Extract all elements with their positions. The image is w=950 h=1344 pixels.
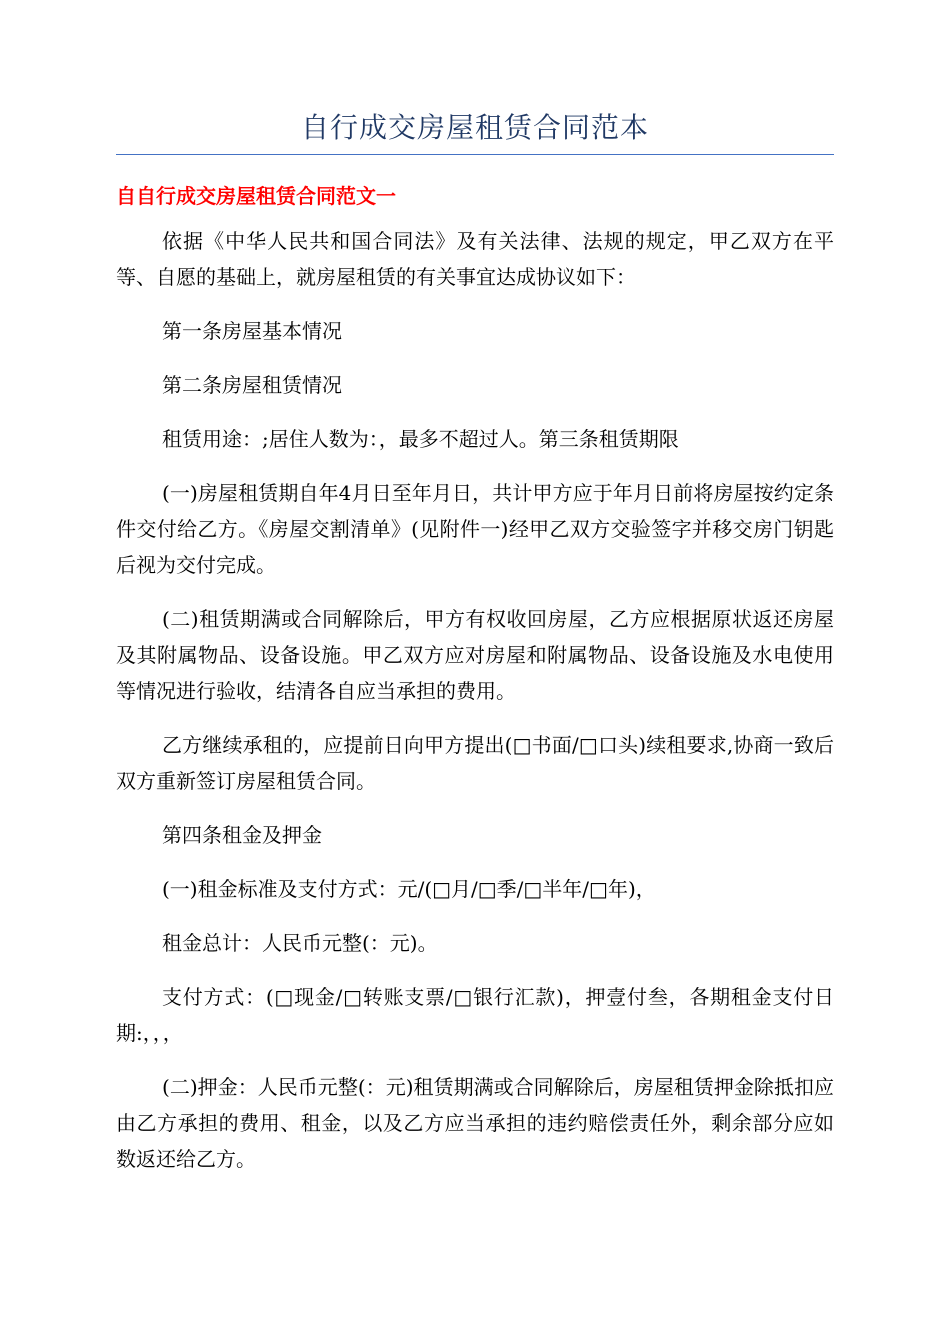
document-page bbox=[116, 108, 834, 1177]
paragraph-article-2: 第二条房屋租赁情况 bbox=[162, 373, 342, 397]
paragraph-payment-method: 支付方式：(□现金/□转账支票/□银行汇款)，押壹付叁，各期租金支付日期:，，， bbox=[116, 985, 834, 1045]
paragraph-preamble: 依据《中华人民共和国合同法》及有关法律、法规的规定，甲乙双方在平等、自愿的基础上，就房屋租赁的有关事宜达成协议如下： bbox=[116, 229, 834, 289]
paragraph-rent-standard: (一)租金标准及支付方式：元/(□月/□季/□半年/□年)， bbox=[162, 877, 656, 901]
paragraph-lease-term-1: (一)房屋租赁期自年4月日至年月日，共计甲方应于年月日前将房屋按约定条件交付给乙方。《房屋交割清单》(见附件一)经甲乙双方交验签字并移交房门钥匙后视为交付完成。 bbox=[116, 481, 834, 577]
paragraph-article-4: 第四条租金及押金 bbox=[162, 823, 322, 847]
paragraph-lease-term-2: (二)租赁期满或合同解除后，甲方有权收回房屋，乙方应根据原状返还房屋及其附属物品、设备设施。甲乙双方应对房屋和附属物品、设备设施及水电使用等情况进行验收，结清各自应当承担的费用。 bbox=[116, 607, 834, 703]
paragraph-renewal: 乙方继续承租的，应提前日向甲方提出(□书面/□口头)续租要求,协商一致后双方重新签订房屋租赁合同。 bbox=[116, 733, 834, 793]
document-title: 自行成交房屋租赁合同范本 bbox=[116, 108, 834, 155]
paragraph-lease-use: 租赁用途：;居住人数为：，最多不超过人。第三条租赁期限 bbox=[162, 427, 679, 451]
section-heading: 自自行成交房屋租赁合同范文一 bbox=[116, 184, 396, 208]
paragraph-deposit: (二)押金：人民币元整(：元)租赁期满或合同解除后，房屋租赁押金除抵扣应由乙方承担的费用、租金，以及乙方应当承担的违约赔偿责任外，剩余部分应如数返还给乙方。 bbox=[116, 1075, 834, 1171]
paragraph-article-1: 第一条房屋基本情况 bbox=[162, 319, 342, 343]
paragraph-rent-total: 租金总计：人民币元整(：元)。 bbox=[162, 931, 438, 955]
